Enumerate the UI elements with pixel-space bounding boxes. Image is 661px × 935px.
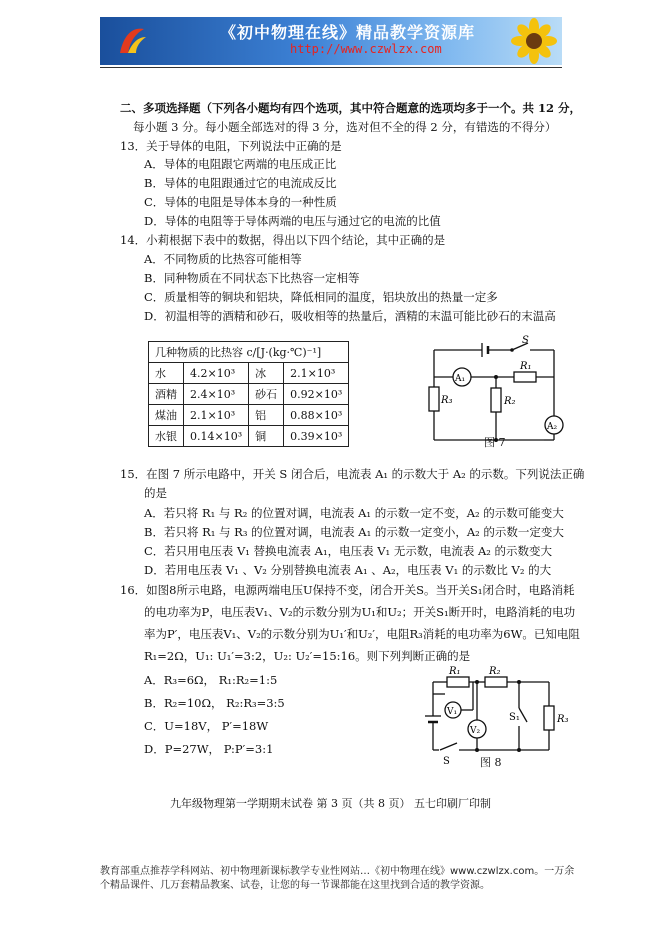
q16-option-a: A．R₃=6Ω， R₁:R₂=1:5	[144, 673, 278, 687]
table-cell: 煤油	[149, 405, 184, 426]
q15-option-c: C．若只用电压表 V₁ 替换电流表 A₁，电压表 V₁ 无示数，电流表 A₂ 的示数变大	[144, 544, 553, 558]
fig7-label-a1: A₁	[455, 374, 466, 384]
table-cell: 2.1×10³	[184, 405, 249, 426]
q16-stem-line2: 的电功率为P，电压表V₁、V₂的示数分别为U₁和U₂；开关S₁断开时，电路消耗的电功	[144, 605, 576, 619]
q16-option-d: D．P=27W， P:P′=3:1	[144, 742, 274, 756]
table-cell: 0.92×10³	[284, 384, 349, 405]
fig8-label-s1: S₁	[509, 712, 520, 723]
table-cell: 2.1×10³	[284, 363, 349, 384]
table-row	[149, 363, 349, 384]
q16-stem-line3: 率为P′，电压表V₁、V₂的示数分别为U₁′和U₂′，电阻R₃消耗的电功率为6W。已知电阻	[144, 627, 580, 641]
q13-option-b: B．导体的电阻跟通过它的电流成反比	[144, 176, 337, 190]
q15-stem-line2: 的是	[144, 486, 167, 500]
q16-stem-line4: R₁=2Ω，U₁: U₁′=3:2，U₂: U₂′=15:16。则下列判断正确的是	[144, 649, 471, 663]
promo-line-2: 个精品课件、几万套精品教案、试卷，让您的每一节课都能在这里找到合适的教学资源。	[100, 880, 490, 891]
table-cell: 铝	[249, 405, 284, 426]
fig7-label-a2: A₂	[547, 422, 558, 432]
q13-option-c: C．导体的电阻是导体本身的一种性质	[144, 195, 337, 209]
table-caption: 几种物质的比热容 c/[J·(kg·℃)⁻¹]	[149, 342, 349, 363]
table-cell: 4.2×10³	[184, 363, 249, 384]
table-cell: 0.14×10³	[184, 426, 249, 447]
q14-option-a: A．不同物质的比热容可能相等	[144, 252, 302, 266]
banner-url[interactable]: http://www.czwlzx.com	[290, 42, 442, 56]
site-logo-icon	[114, 23, 150, 59]
table-cell: 0.88×10³	[284, 405, 349, 426]
q14-stem: 14．小莉根据下表中的数据，得出以下四个结论，其中正确的是	[120, 233, 446, 247]
fig7-label-r3: R₃	[441, 395, 453, 406]
table-cell: 水银	[149, 426, 184, 447]
table-cell: 砂石	[249, 384, 284, 405]
fig8-label-r3: R₃	[557, 714, 569, 725]
fig8-label-v1: V₁	[447, 707, 458, 717]
fig7-label-r2: R₂	[504, 396, 516, 407]
sunflower-icon	[498, 17, 558, 65]
fig7-caption: 图 7	[484, 436, 506, 449]
table-cell: 冰	[249, 363, 284, 384]
fig8-label-v2: V₂	[470, 726, 481, 736]
table-cell: 水	[149, 363, 184, 384]
figure-7-circuit	[424, 332, 564, 452]
header-banner	[100, 17, 562, 65]
q13-option-d: D．导体的电阻等于导体两端的电压与通过它的电流的比值	[144, 214, 441, 228]
table-cell: 铜	[249, 426, 284, 447]
fig8-label-r2: R₂	[489, 666, 501, 677]
fig8-label-s: S	[443, 756, 450, 767]
section-heading: 二、多项选择题（下列各小题均有四个选项，其中符合题意的选项均多于一个。共 12 分，	[120, 101, 582, 115]
q14-option-d: D．初温相等的酒精和砂石，吸收相等的热量后，酒精的末温可能比砂石的末温高	[144, 309, 556, 323]
fig7-label-r1: R₁	[520, 361, 532, 372]
table-row	[149, 384, 349, 405]
q14-option-b: B．同种物质在不同状态下比热容一定相等	[144, 271, 360, 285]
table-cell: 2.4×10³	[184, 384, 249, 405]
table-row	[149, 405, 349, 426]
table-cell: 酒精	[149, 384, 184, 405]
section-heading-line2: 每小题 3 分。每小题全部选对的得 3 分，选对但不全的得 2 分，有错选的不得分）	[133, 120, 557, 134]
q15-stem: 15．在图 7 所示电路中，开关 S 闭合后，电流表 A₁ 的示数大于 A₂ 的示数。下列说法正确	[120, 467, 585, 481]
table-cell: 0.39×10³	[284, 426, 349, 447]
fig8-caption: 图 8	[480, 756, 502, 769]
figure-8-circuit	[413, 664, 573, 770]
fig8-label-r1: R₁	[449, 666, 461, 677]
q15-option-a: A．若只将 R₁ 与 R₂ 的位置对调，电流表 A₁ 的示数一定不变，A₂ 的示数可能变大	[144, 506, 564, 520]
promo-line-1: 教育部重点推荐学科网站、初中物理新课标教学专业性网站…《初中物理在线》www.czwlzx.com。一万余	[100, 866, 575, 877]
q16-option-b: B．R₂=10Ω， R₂:R₃=3:5	[144, 696, 285, 710]
table-row	[149, 426, 349, 447]
banner-title: 《初中物理在线》精品教学资源库	[220, 23, 476, 42]
header-divider	[100, 67, 562, 68]
q13-option-a: A．导体的电阻跟它两端的电压成正比	[144, 157, 337, 171]
page-footer: 九年级物理第一学期期末试卷 第 3 页（共 8 页） 五七印刷厂印制	[170, 797, 491, 810]
q15-option-b: B．若只将 R₁ 与 R₃ 的位置对调，电流表 A₁ 的示数一定变小，A₂ 的示数一定变大	[144, 525, 564, 539]
q16-option-c: C．U=18V， P′=18W	[144, 719, 269, 733]
q13-stem: 13．关于导体的电阻，下列说法中正确的是	[120, 139, 342, 153]
specific-heat-table	[148, 341, 349, 447]
q15-option-d: D．若用电压表 V₁ 、V₂ 分别替换电流表 A₁ 、A₂，电压表 V₁ 的示数比 V₂ 的大	[144, 563, 552, 577]
q16-stem-line1: 16．如图8所示电路，电源两端电压U保持不变，闭合开关S。当开关S₁闭合时，电路消耗	[120, 583, 575, 597]
fig7-label-s: S	[522, 335, 529, 346]
q14-option-c: C．质量相等的铜块和铝块，降低相同的温度，铝块放出的热量一定多	[144, 290, 498, 304]
